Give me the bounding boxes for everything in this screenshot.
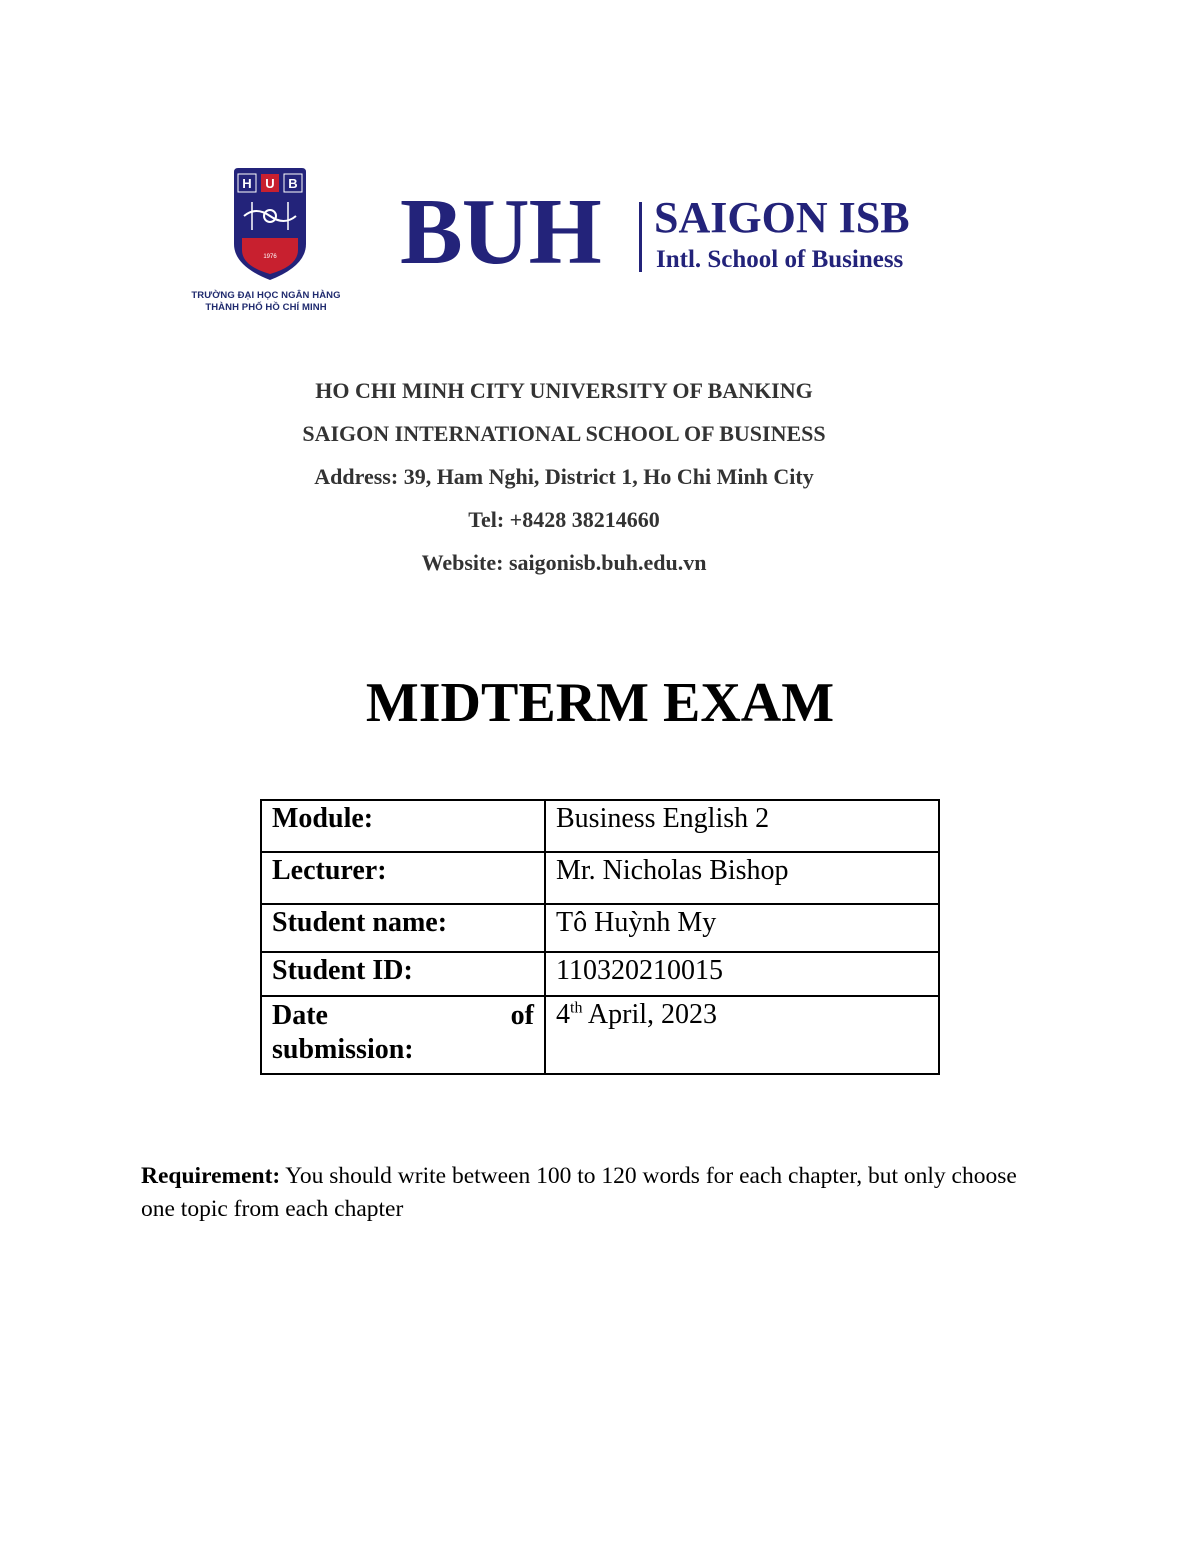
address-line: Address: 39, Ham Nghi, District 1, Ho Chi Minh City (314, 464, 814, 489)
date-label-first-line (272, 999, 534, 1033)
hub-year: 1976 (263, 254, 277, 260)
student-id-label: Student ID: (261, 952, 545, 996)
date-label-word-submission: submission: (272, 1034, 414, 1065)
buh-saigon-isb-logo (400, 180, 960, 284)
buh-wordmark: BUH (400, 180, 601, 284)
module-value: Business English 2 (545, 800, 939, 852)
hub-logo (178, 162, 354, 320)
hub-letter-b: B (288, 176, 298, 191)
school-name: SAIGON INTERNATIONAL SCHOOL OF BUSINESS (302, 421, 826, 446)
exam-info-table (260, 799, 940, 1075)
hub-caption-line1: TRƯỜNG ĐẠI HỌC NGÂN HÀNG (191, 290, 341, 301)
table-row-module (261, 800, 939, 852)
student-id-value: 110320210015 (545, 952, 939, 996)
table-row-date (261, 996, 939, 1074)
date-label (261, 996, 545, 1074)
date-label-word-of: of (510, 1000, 534, 1031)
saigon-isb-wordmark: SAIGON ISB (654, 193, 910, 242)
intl-school-subtitle: Intl. School of Business (656, 246, 904, 273)
hub-caption (178, 290, 354, 314)
date-label-word-date: Date (272, 1000, 328, 1031)
date-ordinal-suffix: th (570, 999, 583, 1017)
student-name-value: Tô Huỳnh My (545, 904, 939, 952)
date-rest: April, 2023 (582, 999, 718, 1030)
page-title: MIDTERM EXAM (365, 672, 835, 734)
hub-shield-lettering (232, 166, 308, 282)
module-label: Module: (261, 800, 545, 852)
tel-line: Tel: +8428 38214660 (468, 507, 660, 532)
table-row-lecturer (261, 852, 939, 904)
student-name-label: Student name: (261, 904, 545, 952)
lecturer-value: Mr. Nicholas Bishop (545, 852, 939, 904)
website-line: Website: saigonisb.buh.edu.vn (421, 550, 707, 575)
university-name: HO CHI MINH CITY UNIVERSITY OF BANKING (315, 378, 813, 403)
requirement-paragraph (141, 1160, 1041, 1226)
hub-caption-line2: THÀNH PHỐ HỒ CHÍ MINH (205, 302, 327, 313)
institution-header (0, 374, 1128, 589)
logo-divider (639, 202, 642, 272)
lecturer-label: Lecturer: (261, 852, 545, 904)
hub-letter-u: U (265, 176, 275, 191)
date-day: 4 (556, 999, 570, 1030)
date-value (545, 996, 939, 1074)
requirement-text: You should write between 100 to 120 words for each chapter, but only choose one topic from each chapter (141, 1163, 1017, 1222)
hub-letter-h: H (242, 176, 252, 191)
requirement-label: Requirement: (141, 1163, 281, 1189)
table-row-student-name (261, 904, 939, 952)
table-row-student-id (261, 952, 939, 996)
